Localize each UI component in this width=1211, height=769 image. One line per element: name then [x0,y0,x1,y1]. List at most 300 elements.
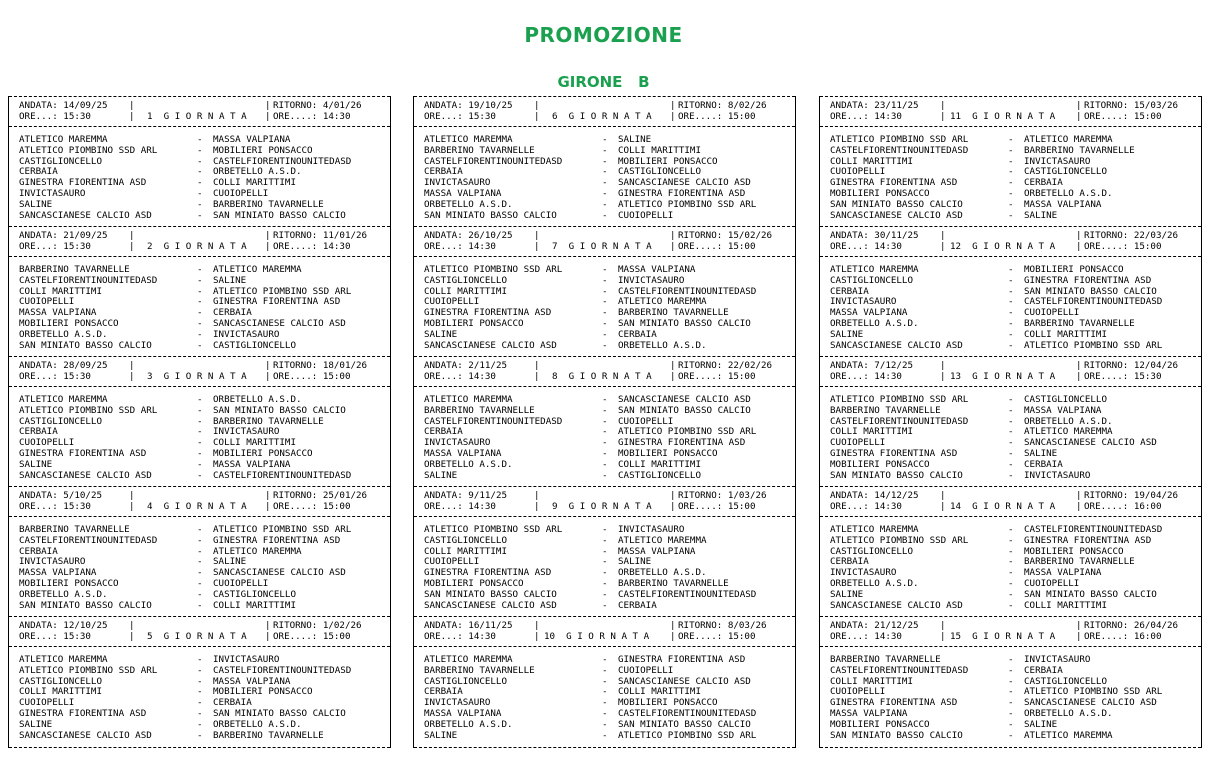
divider [414,256,795,257]
separator: | [129,631,135,642]
away-team: ATLETICO PIOMBINO SSD ARL [213,524,352,535]
separator: | [265,490,271,501]
home-team: SALINE [424,729,458,741]
away-team: ORBETELLO A.S.D. [213,394,302,405]
home-team: ATLETICO MAREMMA [19,134,108,145]
match-row [9,471,390,482]
giornata-header [820,230,1201,253]
separator: | [940,501,946,512]
giornata-title: 4 G I O R N A T A [147,501,247,512]
ore-ritorno-value: 15:00 [727,111,756,122]
vs-separator: - [197,177,203,189]
divider [9,386,390,387]
home-team: CASTELFIORENTINOUNITEDASD [830,144,969,156]
ritorno-date: 15/03/26 [1133,100,1179,111]
separator: | [940,111,946,122]
vs-separator: - [602,166,608,178]
away-team: ATLETICO PIOMBINO SSD ARL [618,198,757,210]
divider [820,516,1201,517]
separator: | [129,241,135,252]
away-team: SAN MINIATO BASSO CALCIO [213,404,346,416]
vs-separator: - [602,447,608,459]
vs-separator: - [197,707,203,719]
schedule-grid [8,96,1202,748]
vs-separator: - [197,144,203,156]
separator: | [534,501,540,512]
match-row [414,731,795,742]
vs-separator: - [197,729,203,741]
away-team: SANCASCIANESE CALCIO ASD [618,177,751,189]
home-team: CERBAIA [19,166,58,178]
home-team: MOBILIERI PONSACCO [830,718,930,730]
vs-separator: - [1008,296,1014,308]
ore-ritorno-value: 15:00 [1133,111,1162,122]
match-list [820,655,1201,741]
ritorno-label: RITORNO: 15/02/26 [678,230,773,241]
giornata-header [9,230,390,253]
giornata-number: 15 [950,631,962,642]
divider [9,747,390,748]
vs-separator: - [1008,307,1014,319]
match-list [820,265,1201,351]
vs-separator: - [602,729,608,741]
vs-separator: - [1008,437,1014,449]
home-team: BARBERINO TAVARNELLE [830,404,941,416]
home-team: CASTIGLIONCELLO [19,675,102,687]
match-list [9,135,390,221]
home-team: SANCASCIANESE CALCIO ASD [424,599,557,611]
ore-ritorno-value: 15:00 [1133,241,1162,252]
vs-separator: - [1008,426,1014,438]
separator: | [534,241,540,252]
match-row [9,276,390,287]
vs-separator: - [602,567,608,579]
giornata-header [414,490,795,513]
ore-ritorno-value: 15:00 [322,631,351,642]
home-team: SANCASCIANESE CALCIO ASD [19,209,152,221]
vs-separator: - [1008,339,1014,351]
giornata-block [820,356,1201,487]
giornata-number: 11 [950,111,962,122]
home-team: ORBETELLO A.S.D. [424,718,513,730]
vs-separator: - [197,394,203,405]
separator: | [940,230,946,241]
ritorno-date: 4/01/26 [322,100,362,111]
ritorno-label: RITORNO: 26/04/26 [1084,620,1179,631]
match-row [820,406,1201,417]
separator: | [534,620,540,631]
home-team: CERBAIA [424,426,463,438]
home-team: GINESTRA FIORENTINA ASD [424,567,552,579]
vs-separator: - [602,534,608,546]
home-team: SANCASCIANESE CALCIO ASD [19,469,152,481]
vs-separator: - [1008,328,1014,340]
home-team: INVICTASAURO [424,177,491,189]
separator: | [129,371,135,382]
home-team: ATLETICO PIOMBINO SSD ARL [19,144,158,156]
away-team: SALINE [213,274,247,286]
giornata-title: 7 G I O R N A T A [552,241,652,252]
home-team: CUOIOPELLI [19,296,75,308]
away-team: CERBAIA [213,307,252,319]
andata-date: 23/11/25 [874,100,919,111]
home-team: CASTELFIORENTINOUNITEDASD [830,664,969,676]
vs-separator: - [197,307,203,319]
away-team: SAN MINIATO BASSO CALCIO [213,209,346,221]
home-team: BARBERINO TAVARNELLE [424,144,535,156]
giornata-block [9,96,390,227]
home-team: MASSA VALPIANA [424,707,502,719]
match-row [414,341,795,352]
away-team: MOBILIERI PONSACCO [618,155,718,167]
giornata-number: 6 [552,111,558,122]
giornata-number: 14 [950,501,962,512]
ore-ritorno-value: 15:00 [727,631,756,642]
giornata-header [414,230,795,253]
away-team: ATLETICO PIOMBINO SSD ARL [213,285,352,297]
vs-separator: - [1008,394,1014,405]
ore-andata: ORE...: 15:30 [19,111,91,122]
match-row [820,330,1201,341]
ritorno-label: RITORNO: 22/03/26 [1084,230,1179,241]
giornata-title: 12 G I O R N A T A [950,241,1056,252]
divider [820,646,1201,647]
match-row [414,276,795,287]
vs-separator: - [1008,469,1014,481]
vs-separator: - [197,285,203,297]
home-team: CUOIOPELLI [830,166,886,178]
match-list [9,395,390,481]
away-team: SALINE [618,134,652,145]
home-team: MASSA VALPIANA [424,187,502,199]
away-team: CERBAIA [1024,458,1063,470]
ritorno-date: 8/02/26 [727,100,767,111]
ore-ritorno: ORE....: 15:00 [1084,111,1162,122]
vs-separator: - [1008,556,1014,568]
home-team: SALINE [19,198,53,210]
giornata-header [414,620,795,643]
giornata-number: 10 [544,631,556,642]
ore-andata-value: 14:30 [874,371,902,382]
vs-separator: - [1008,588,1014,600]
home-team: SALINE [424,469,458,481]
separator: | [940,100,946,111]
ore-andata: ORE...: 14:30 [830,501,902,512]
away-team: MASSA VALPIANA [1024,198,1102,210]
home-team: ATLETICO MAREMMA [424,394,513,405]
ritorno-label: RITORNO: 22/02/26 [678,360,773,371]
match-list [9,655,390,741]
ore-ritorno: ORE....: 15:00 [273,371,351,382]
vs-separator: - [602,285,608,297]
vs-separator: - [197,437,203,449]
away-team: MOBILIERI PONSACCO [213,144,313,156]
away-team: SAN MINIATO BASSO CALCIO [618,404,751,416]
match-row [820,731,1201,742]
home-team: SALINE [424,328,458,340]
vs-separator: - [1008,155,1014,167]
vs-separator: - [1008,458,1014,470]
home-team: GINESTRA FIORENTINA ASD [19,707,147,719]
match-row [9,536,390,547]
home-team: ATLETICO PIOMBINO SSD ARL [19,664,158,676]
giornata-number: 12 [950,241,962,252]
ore-andata-value: 14:30 [468,371,496,382]
match-list [820,395,1201,481]
home-team: COLLI MARITTIMI [19,686,102,698]
divider [414,516,795,517]
andata-label: ANDATA: 2/11/25 [424,360,508,371]
away-team: CASTELFIORENTINOUNITEDASD [1024,524,1163,535]
vs-separator: - [1008,567,1014,579]
separator: | [1076,490,1082,501]
vs-separator: - [602,264,608,275]
home-team: COLLI MARITTIMI [830,675,913,687]
match-list [9,525,390,611]
vs-separator: - [602,577,608,589]
ritorno-label: RITORNO: 19/04/26 [1084,490,1179,501]
away-team: COLLI MARITTIMI [618,458,701,470]
separator: | [670,501,676,512]
away-team: SALINE [1024,718,1058,730]
separator: | [940,620,946,631]
home-team: INVICTASAURO [19,556,86,568]
separator: | [940,490,946,501]
away-team: CERBAIA [618,328,657,340]
vs-separator: - [1008,166,1014,178]
match-row [414,720,795,731]
separator: | [534,371,540,382]
giornata-number: 7 [552,241,558,252]
ore-andata: ORE...: 14:30 [424,501,496,512]
vs-separator: - [1008,274,1014,286]
ore-ritorno: ORE....: 16:00 [1084,631,1162,642]
home-team: BARBERINO TAVARNELLE [830,654,941,665]
away-team: SALINE [213,556,247,568]
home-team: SAN MINIATO BASSO CALCIO [830,198,963,210]
home-team: SALINE [830,328,864,340]
away-team: SANCASCIANESE CALCIO ASD [213,317,346,329]
andata-date: 28/09/25 [63,360,108,371]
separator: | [265,241,271,252]
separator: | [129,111,135,122]
away-team: MASSA VALPIANA [1024,567,1102,579]
home-team: CASTELFIORENTINOUNITEDASD [19,534,158,546]
giornata-block [9,226,390,357]
vs-separator: - [1008,209,1014,221]
home-team: ATLETICO MAREMMA [830,264,919,275]
separator: | [265,371,271,382]
vs-separator: - [1008,718,1014,730]
giornata-header [820,490,1201,513]
away-team: CERBAIA [213,697,252,709]
vs-separator: - [1008,187,1014,199]
vs-separator: - [1008,285,1014,297]
giornata-block [414,226,795,357]
andata-label: ANDATA: 26/10/25 [424,230,513,241]
home-team: BARBERINO TAVARNELLE [19,264,130,275]
separator: | [1076,230,1082,241]
separator: | [1076,620,1082,631]
vs-separator: - [197,664,203,676]
home-team: CASTIGLIONCELLO [424,274,507,286]
ore-ritorno-value: 16:00 [1133,501,1162,512]
andata-date: 16/11/25 [468,620,513,631]
match-row [9,146,390,157]
vs-separator: - [197,556,203,568]
andata-label: ANDATA: 23/11/25 [830,100,919,111]
vs-separator: - [1008,675,1014,687]
page-title: PROMOZIONE [524,23,683,47]
ritorno-label: RITORNO: 18/01/26 [273,360,368,371]
vs-separator: - [197,567,203,579]
home-team: GINESTRA FIORENTINA ASD [830,697,958,709]
away-team: ORBETELLO A.S.D. [1024,707,1113,719]
home-team: CERBAIA [19,545,58,557]
ore-andata-value: 14:30 [874,631,902,642]
match-row [9,341,390,352]
away-team: COLLI MARITTIMI [1024,599,1107,611]
giornata-header [9,100,390,123]
match-list [820,525,1201,611]
vs-separator: - [1008,697,1014,709]
match-row [820,666,1201,677]
home-team: INVICTASAURO [830,296,897,308]
match-row [820,146,1201,157]
ore-andata: ORE...: 14:30 [830,371,902,382]
away-team: MOBILIERI PONSACCO [213,686,313,698]
away-team: CASTELFIORENTINOUNITEDASD [213,155,352,167]
away-team: MASSA VALPIANA [213,675,291,687]
home-team: CUOIOPELLI [19,697,75,709]
ore-ritorno: ORE....: 15:00 [678,241,756,252]
away-team: CASTELFIORENTINOUNITEDASD [618,285,757,297]
away-team: ATLETICO MAREMMA [618,296,707,308]
away-team: BARBERINO TAVARNELLE [618,577,729,589]
away-team: BARBERINO TAVARNELLE [1024,556,1135,568]
vs-separator: - [1008,524,1014,535]
giornata-block [9,356,390,487]
home-team: SANCASCIANESE CALCIO ASD [424,339,557,351]
ore-andata-value: 15:30 [63,371,91,382]
separator: | [129,490,135,501]
match-row [414,601,795,612]
vs-separator: - [602,155,608,167]
giornata-header [9,490,390,513]
away-team: ORBETELLO A.S.D. [1024,415,1113,427]
home-team: SAN MINIATO BASSO CALCIO [19,599,152,611]
home-team: ATLETICO MAREMMA [19,394,108,405]
divider [414,747,795,748]
vs-separator: - [602,339,608,351]
match-row [414,200,795,211]
separator: | [534,100,540,111]
home-team: GINESTRA FIORENTINA ASD [830,177,958,189]
andata-label: ANDATA: 9/11/25 [424,490,508,501]
away-team: ATLETICO PIOMBINO SSD ARL [618,426,757,438]
vs-separator: - [602,404,608,416]
separator: | [534,111,540,122]
vs-separator: - [1008,707,1014,719]
vs-separator: - [197,718,203,730]
away-team: GINESTRA FIORENTINA ASD [1024,534,1152,546]
separator: | [1076,241,1082,252]
giornata-header [820,620,1201,643]
vs-separator: - [197,458,203,470]
home-team: SALINE [830,588,864,600]
away-team: BARBERINO TAVARNELLE [1024,144,1135,156]
away-team: MASSA VALPIANA [213,458,291,470]
away-team: INVICTASAURO [1024,469,1091,481]
vs-separator: - [197,317,203,329]
separator: | [670,241,676,252]
vs-separator: - [197,187,203,199]
andata-date: 19/10/25 [468,100,513,111]
away-team: INVICTASAURO [1024,654,1091,665]
home-team: COLLI MARITTIMI [424,545,507,557]
vs-separator: - [197,404,203,416]
away-team: GINESTRA FIORENTINA ASD [213,534,341,546]
ritorno-date: 18/01/26 [322,360,368,371]
vs-separator: - [1008,177,1014,189]
match-list [414,395,795,481]
vs-separator: - [1008,198,1014,210]
vs-separator: - [602,144,608,156]
away-team: CASTELFIORENTINOUNITEDASD [618,707,757,719]
divider [9,516,390,517]
vs-separator: - [602,426,608,438]
andata-label: ANDATA: 5/10/25 [19,490,103,501]
giornata-title: 5 G I O R N A T A [147,631,247,642]
away-team: ORBETELLO A.S.D. [618,339,707,351]
ore-ritorno: ORE....: 15:00 [678,631,756,642]
vs-separator: - [197,339,203,351]
giornata-block [820,486,1201,617]
giornata-number: 3 [147,371,153,382]
divider [9,256,390,257]
vs-separator: - [602,437,608,449]
away-team: INVICTASAURO [618,274,685,286]
away-team: SANCASCIANESE CALCIO ASD [213,567,346,579]
away-team: SAN MINIATO BASSO CALCIO [1024,285,1157,297]
giornata-title: 11 G I O R N A T A [950,111,1056,122]
away-team: CERBAIA [618,599,657,611]
separator: | [534,490,540,501]
home-team: CASTELFIORENTINOUNITEDASD [424,155,563,167]
match-row [820,460,1201,471]
separator: | [129,360,135,371]
match-row [9,211,390,222]
separator: | [265,360,271,371]
giornata-title: 3 G I O R N A T A [147,371,247,382]
giornata-block [820,226,1201,357]
away-team: SALINE [1024,209,1058,221]
vs-separator: - [1008,134,1014,145]
ore-andata: ORE...: 14:30 [424,241,496,252]
andata-label: ANDATA: 16/11/25 [424,620,513,631]
giornata-title: 14 G I O R N A T A [950,501,1056,512]
giornata-title: 6 G I O R N A T A [552,111,652,122]
home-team: CASTELFIORENTINOUNITEDASD [830,415,969,427]
divider [414,126,795,127]
andata-date: 21/12/25 [874,620,919,631]
away-team: ATLETICO MAREMMA [1024,426,1113,438]
vs-separator: - [602,654,608,665]
ore-ritorno-value: 14:30 [322,111,351,122]
home-team: INVICTASAURO [424,437,491,449]
vs-separator: - [197,654,203,665]
home-team: CERBAIA [424,686,463,698]
